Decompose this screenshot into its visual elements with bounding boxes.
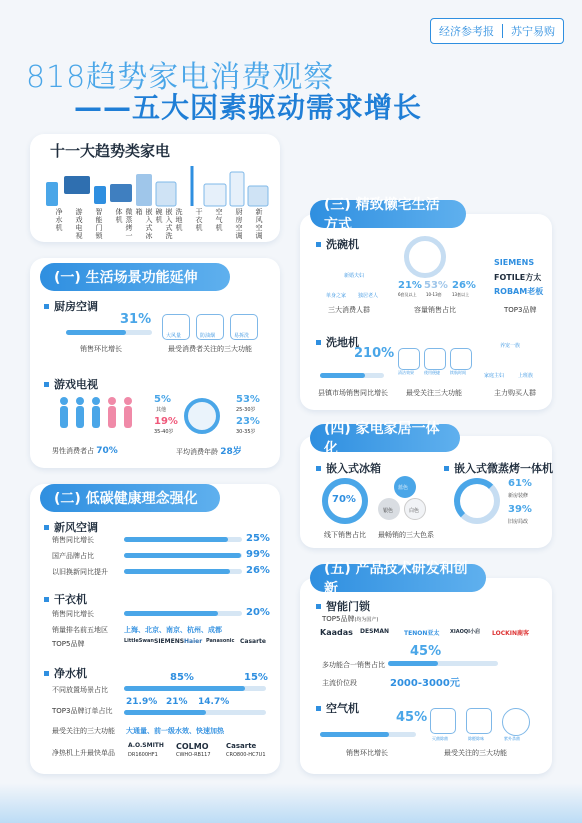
kitchen-ac-growth-label: 销售环比增长: [80, 345, 122, 353]
fresh-air-row-value: 26%: [246, 565, 270, 576]
fridge-colors-label: 最畅销的三大色系: [378, 531, 434, 539]
buyer-group: 家庭主妇: [484, 373, 505, 379]
appliance-label: 嵌入式冰箱: [135, 208, 153, 240]
lock-brand: DESMAN: [360, 628, 390, 635]
people-icons: [58, 396, 138, 440]
age-label: 其他: [156, 407, 167, 413]
smart-lock-label: 智能门锁: [316, 598, 370, 614]
air-focus-label: 最受关注的三大功能: [444, 749, 507, 757]
steam-old-label: 旧房局改: [508, 519, 529, 525]
appliance-label: 干衣机: [195, 208, 203, 232]
floor-washer-growth: 210%: [354, 346, 395, 361]
floor-washer-func: 清洁效果: [398, 370, 414, 375]
purifier-best-key: 净热机上升最快单品: [52, 749, 115, 757]
built-in-fridge-label: 嵌入式冰箱: [316, 460, 381, 476]
buyer-label: 主力购买人群: [494, 389, 536, 397]
dishwasher-brand: ROBAM老板: [494, 287, 544, 296]
capacity-value: 21%: [398, 280, 422, 291]
age-pct: 19%: [154, 416, 178, 427]
dryer-bar: [124, 611, 242, 616]
air-growth-bar: [320, 732, 416, 737]
clean-effect-icon: [398, 348, 420, 370]
purifier-best-model: CRO800-HC7U1: [226, 752, 266, 758]
appliance-label: 厨房空调: [235, 208, 243, 240]
fresh-air-label: 新风空调: [44, 519, 98, 535]
purifier-top3-bar: [124, 710, 266, 715]
kitchen-func: 防油烟: [200, 333, 216, 339]
fresh-air-row-key: 销售同比增长: [52, 536, 94, 544]
purifier-scene-a: 85%: [170, 672, 194, 683]
lock-brand: LOCKIN鹿客: [492, 630, 530, 637]
purifier-best-model: DR1600HF1: [128, 752, 158, 758]
appliances-illustration: [42, 162, 272, 207]
dishwasher-brand: SIEMENS: [494, 258, 535, 267]
steam-old-value: 39%: [508, 504, 532, 515]
dishwasher-crowd-label: 三大消费人群: [328, 306, 370, 314]
fresh-air-bar: [124, 553, 242, 558]
capacity-value: 26%: [452, 280, 476, 291]
capacity-label: 13套以上: [452, 292, 470, 297]
purifier-top3-value: 21%: [166, 697, 188, 707]
battery-icon: [450, 348, 472, 370]
fresh-air-bar: [124, 569, 242, 574]
dryer-cities-value: 上海、北京、南京、杭州、成都: [124, 626, 222, 634]
lock-multi-bar: [388, 661, 498, 666]
steam-new-value: 61%: [508, 478, 532, 489]
air-func: 灭菌除菌: [432, 736, 448, 741]
footer-gradient: [0, 783, 582, 823]
dishwasher-crowd: 独居老人: [358, 293, 379, 299]
dryer-brand: Casarte: [240, 638, 266, 645]
dishwasher-label: 洗碗机: [316, 236, 359, 252]
kitchen-ac-label: 厨房空调: [44, 298, 98, 314]
purifier-top3-value: 14.7%: [198, 697, 230, 707]
lock-price-label: 主流价位段: [322, 679, 357, 687]
dryer-brand: LittleSwan: [124, 638, 154, 644]
purifier-best-brand: COLMO: [176, 742, 209, 751]
purifier-scene-bar: [124, 686, 266, 691]
section-2-header: (二) 低碳健康理念强化: [40, 484, 220, 512]
dishwasher-brand: FOTILE方太: [494, 273, 542, 282]
purifier-best-brand: Casarte: [226, 742, 257, 750]
age-label: 35-40岁: [154, 429, 174, 435]
dishwasher-top3-label: TOP3品牌: [504, 306, 537, 314]
appliance-label: 空气机: [215, 208, 223, 232]
publisher-tag: [430, 18, 564, 44]
steam-oven-label: 嵌入式微蒸烤一体机: [444, 460, 553, 476]
capacity-label: 6套及以上: [398, 292, 417, 297]
publisher-left: 经济参考报: [439, 25, 494, 38]
air-func: 除醛除味: [468, 736, 484, 741]
appliance-label: 游戏电视: [75, 208, 83, 240]
dryer-top5-key: TOP5品牌: [52, 640, 85, 648]
buyer-group: 养宠一族: [500, 343, 521, 349]
fresh-air-row-key: 以旧换新同比提升: [52, 568, 108, 576]
section-3-header: (三) 精致懒宅生活方式: [310, 200, 466, 228]
dryer-label: 干衣机: [44, 591, 87, 607]
age-label: 25-30岁: [236, 407, 256, 413]
lock-price-value: 2000-3000元: [390, 678, 460, 689]
sterilize-icon: [430, 708, 456, 734]
purifier-func-key: 最受关注的三大功能: [52, 727, 115, 735]
air-growth: 45%: [396, 710, 428, 725]
capacity-value: 53%: [424, 280, 448, 291]
game-tv-label: 游戏电视: [44, 376, 98, 392]
purifier-func-value: 大通量、前一级水效、快速加热: [126, 727, 224, 735]
lock-brand: XIAOQI小启: [450, 629, 480, 635]
male-share-label: 男性消费者占 70%: [52, 446, 118, 456]
appliance-label: 洗地机: [175, 208, 183, 232]
floor-washer-func: 使用便捷: [424, 370, 440, 375]
fridge-color-name: 银色: [383, 508, 394, 514]
floor-washer-label: 洗地机: [316, 334, 359, 350]
uv-icon: [502, 708, 530, 736]
age-pct: 5%: [154, 394, 171, 405]
age-pct: 53%: [236, 394, 260, 405]
lock-multi-value: 45%: [410, 644, 442, 659]
lock-brand: Kaadas: [320, 628, 353, 637]
fridge-share-value: 70%: [332, 494, 356, 505]
fridge-color-name: 蓝色: [398, 485, 409, 491]
convenience-icon: [424, 348, 446, 370]
kitchen-func: 大风量: [166, 333, 182, 339]
air-func: 紫外杀菌: [504, 736, 520, 741]
dishwasher-crowd: 新婚夫妇: [344, 273, 365, 279]
section-4-header: (四) 家电家居一体化: [310, 424, 460, 452]
purifier-top3-key: TOP3品牌订单占比: [52, 707, 113, 715]
purifier-best-model: CWHO-RB117: [176, 752, 211, 758]
top-appliances-title: 十一大趋势类家电: [50, 142, 171, 160]
fresh-air-row-value: 25%: [246, 533, 270, 544]
buyer-group: 上班族: [518, 373, 534, 379]
dryer-brand: SIEMENS: [154, 638, 185, 645]
fridge-share-label: 线下销售占比: [324, 531, 366, 539]
floor-washer-growth-label: 县镇市场销售同比增长: [318, 389, 388, 397]
purifier-best-brand: A.O.SMITH: [128, 742, 164, 749]
appliance-label: 净水机: [55, 208, 63, 232]
fresh-air-row-value: 99%: [246, 549, 270, 560]
floor-washer-func: 续航时间: [450, 370, 466, 375]
dryer-brand: Haier: [184, 638, 203, 645]
deodorize-icon: [466, 708, 492, 734]
dishwasher-crowd: 单身之家: [326, 293, 347, 299]
air-growth-label: 销售环比增长: [346, 749, 388, 757]
lock-brand: TENON亚太: [404, 630, 440, 637]
appliance-label: 微蒸烤一体机: [115, 208, 133, 240]
purifier-scene-key: 不同放置场景占比: [52, 686, 108, 694]
main-subtitle: ——五大因素驱动需求增长: [74, 91, 423, 124]
kitchen-ac-bar: [66, 330, 152, 335]
kitchen-func: 易拆洗: [234, 333, 250, 339]
capacity-donut: [404, 236, 446, 278]
floor-washer-bar: [320, 373, 384, 378]
lock-top5-label: TOP5品牌(均为国产): [322, 615, 379, 623]
steam-oven-donut: [454, 478, 500, 524]
section-1-header: (一) 生活场景功能延伸: [40, 263, 230, 291]
section-5-header: (五) 产品技术研发和创新: [310, 564, 486, 592]
purifier-top3-value: 21.9%: [126, 697, 158, 707]
appliance-label: 智能门锁: [95, 208, 103, 240]
dryer-cities-key: 销量排名前五地区: [52, 626, 108, 634]
kitchen-ac-growth: 31%: [120, 312, 152, 327]
purifier-label: 净水机: [44, 665, 87, 681]
publisher-right: 苏宁易购: [511, 25, 555, 38]
main-title: 818趋势家电消费观察: [26, 60, 335, 95]
air-purifier-label: 空气机: [316, 700, 359, 716]
purifier-scene-b: 15%: [244, 672, 268, 683]
age-pct: 23%: [236, 416, 260, 427]
age-label: 30-35岁: [236, 429, 256, 435]
dryer-brand: Panasonic: [206, 638, 235, 644]
capacity-label: 10-13套: [426, 292, 442, 297]
appliance-label: 嵌入式洗碗机: [155, 208, 173, 240]
age-donut: [184, 398, 220, 434]
fresh-air-bar: [124, 537, 242, 542]
dryer-growth-value: 20%: [246, 607, 270, 618]
fridge-color-name: 白色: [409, 508, 420, 514]
floor-washer-focus-label: 最受关注三大功能: [406, 389, 462, 397]
kitchen-focus-label: 最受消费者关注的三大功能: [168, 345, 252, 353]
dryer-growth-key: 销售同比增长: [52, 610, 94, 618]
appliance-label: 新风空调: [255, 208, 263, 240]
lock-multi-label: 多功能合一销售占比: [322, 661, 385, 669]
steam-new-label: 新房装修: [508, 493, 529, 499]
fresh-air-row-key: 国产品牌占比: [52, 552, 94, 560]
top-appliances-card: [30, 134, 280, 242]
capacity-share-label: 容量销售占比: [414, 306, 456, 314]
avg-age-label: 平均消费年龄 28岁: [176, 447, 242, 457]
